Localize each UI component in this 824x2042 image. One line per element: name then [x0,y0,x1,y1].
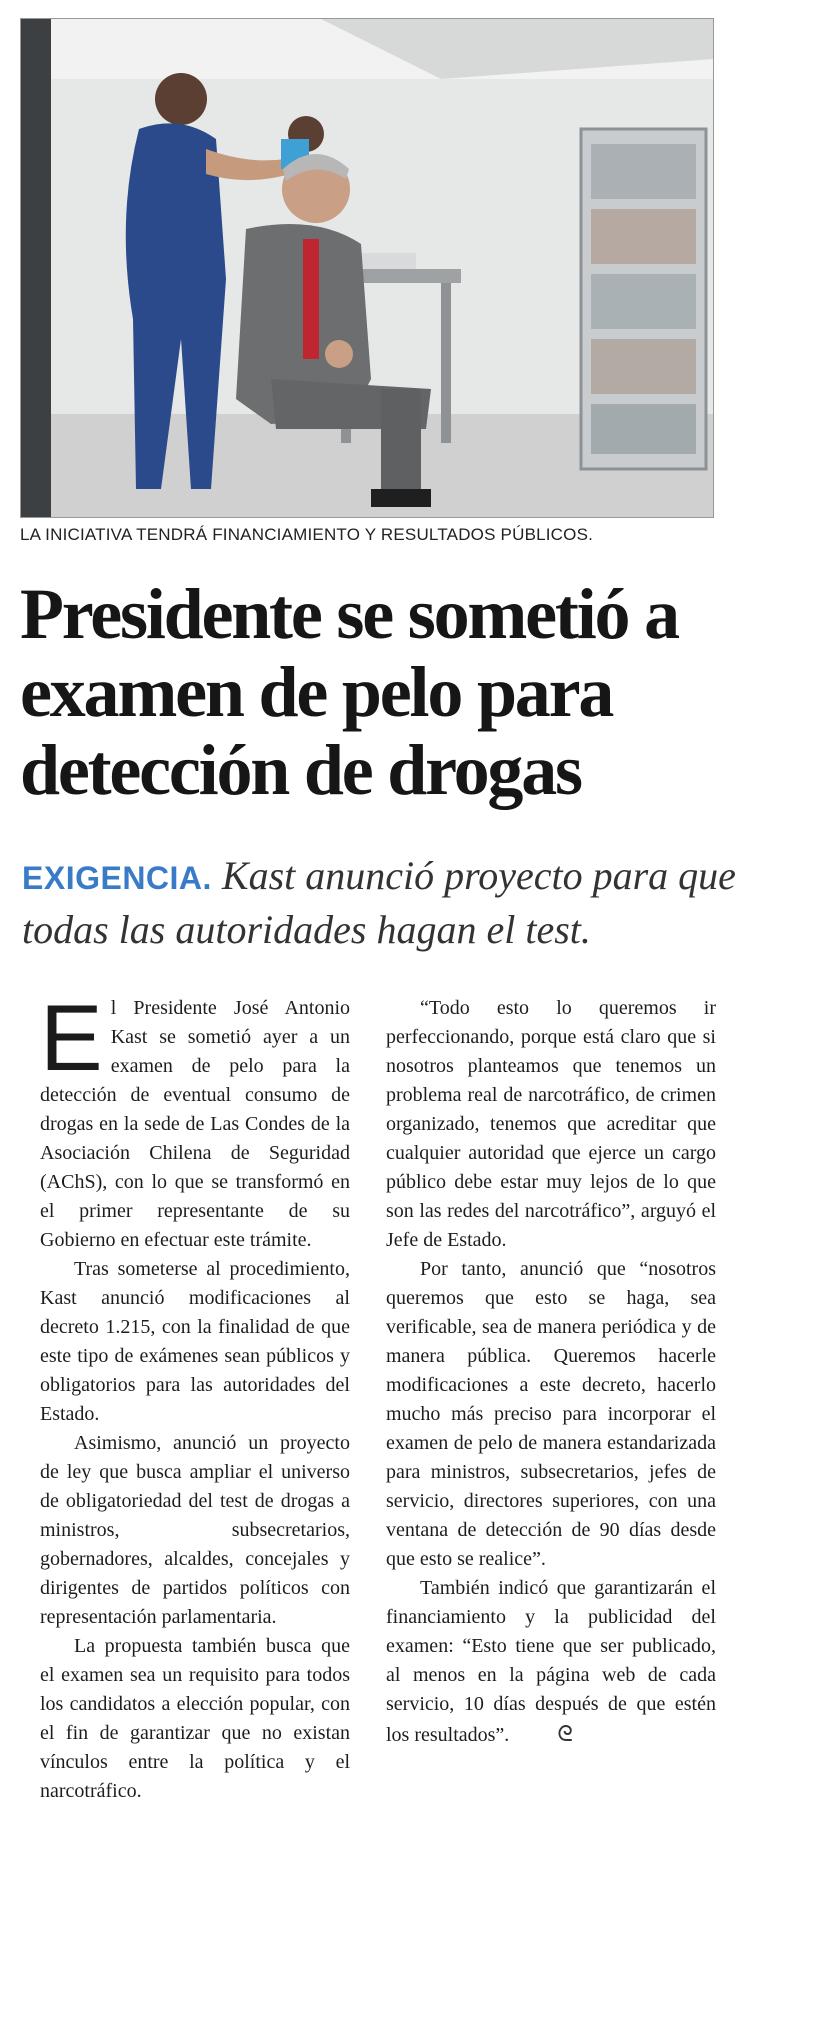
body-paragraph-7-text: También indicó que garantizarán el financiamiento y la publicidad del examen: “Esto tiene que ser publicado, al menos en la página web de cada servicio, 10 días después de que estén los resultados”. [386,1577,716,1746]
body-paragraph-6: Por tanto, anunció que “nosotros queremos que esto se haga, sea verificable, sea de manera periódica y de manera pública. Queremos hacerle modificaciones a este decreto, hacerlo mucho más preciso para incorporar el examen de pelo de manera estandarizada para ministros, subsecretarios, jefes de servicio, directores superiores, con una ventana de detección de 90 días desde que esto se realice”. [386,1258,716,1570]
article-deck [22,850,742,956]
body-paragraph-7 [386,1574,716,1750]
drop-cap: E [40,985,103,1090]
body-paragraph-4: La propuesta también busca que el examen sea un requisito para todos los candidatos a elección popular, con el fin de garantizar que no existan vínculos entre la política y el narcotráfico. [40,1635,350,1802]
article-photo [20,18,714,518]
article-headline: Presidente se sometió a examen de pelo para detección de drogas [20,574,678,810]
deck-kicker: EXIGENCIA. [22,860,212,896]
body-paragraph-5: “Todo esto lo queremos ir perfeccionando, porque está claro que si nosotros planteamos que tenemos un problema real de narcotráfico, de crimen organizado, tenemos que acreditar que cualquier autoridad que ejerce un cargo público debe estar muy lejos de lo que son las redes del narcotráfico”, arguyó el Jefe de Estado. [386,997,716,1251]
body-paragraph-1-text: l Presidente José Antonio Kast se sometió ayer a un examen de pelo para la detección de eventual consumo de drogas en la sede de Las Condes de la Asociación Chilena de Seguridad (AChS), con lo que se transformó en el primer representante de su Gobierno en efectuar este trámite. [40,997,350,1251]
photo-caption: LA INICIATIVA TENDRÁ FINANCIAMIENTO Y RESULTADOS PÚBLICOS. [20,525,594,544]
body-paragraph-1 [40,985,350,1255]
article-column-left [40,985,350,1806]
deck-text: Kast anunció proyecto para que todas las autoridades hagan el test. [22,853,736,952]
body-paragraph-3: Asimismo, anunció un proyecto de ley que busca ampliar el universo de obligatoriedad del test de drogas a ministros, subsecretarios, gobernadores, alcaldes, concejales y dirigentes de partidos políticos con representación parlamentaria. [40,1432,350,1628]
body-paragraph-2: Tras someterse al procedimiento, Kast anunció modificaciones al decreto 1.215, con la finalidad de que este tipo de exámenes sean públicos y obligatorios para las autoridades del Estado. [40,1258,350,1425]
article-photo-illustration [21,19,713,517]
end-of-article-icon: ᘓ [557,1721,573,1746]
article-column-right [386,994,716,1750]
